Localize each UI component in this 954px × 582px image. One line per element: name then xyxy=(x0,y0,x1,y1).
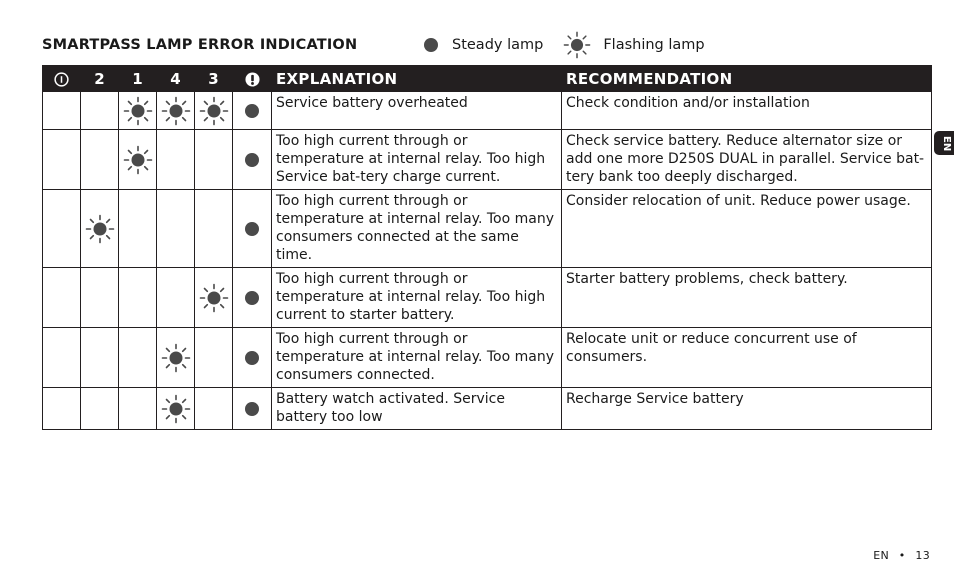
steady-lamp-icon xyxy=(245,402,259,416)
table-header-row xyxy=(43,66,932,92)
flashing-lamp-label: Flashing lamp xyxy=(603,37,705,53)
lamp-cell xyxy=(233,190,272,268)
flashing-lamp-icon xyxy=(123,96,153,126)
col-alert-header xyxy=(233,66,272,92)
lamp-cell xyxy=(233,92,272,130)
flashing-lamp-icon xyxy=(161,96,191,126)
recommendation-cell: Starter battery problems, check battery. xyxy=(562,268,932,328)
lamp-cell xyxy=(43,190,81,268)
recommendation-header: RECOMMENDATION xyxy=(562,66,932,92)
col-2-header: 2 xyxy=(81,66,119,92)
lamp-cell xyxy=(195,130,233,190)
alert-icon xyxy=(245,72,260,87)
lamp-cell xyxy=(119,190,157,268)
recommendation-cell: Check condition and/or installation xyxy=(562,92,932,130)
recommendation-cell: Relocate unit or reduce concurrent use of consumers. xyxy=(562,328,932,388)
lamp-cell xyxy=(81,388,119,430)
lamp-cell xyxy=(43,268,81,328)
steady-lamp-label: Steady lamp xyxy=(452,37,544,53)
language-side-tab xyxy=(934,131,954,155)
recommendation-cell: Consider relocation of unit. Reduce power usage. xyxy=(562,190,932,268)
col-info-header xyxy=(43,66,81,92)
info-icon xyxy=(54,72,69,87)
error-indication-table xyxy=(42,65,932,430)
recommendation-cell: Check service battery. Reduce alternator size or add one more D250S DUAL in parallel. Service bat-tery bank too deeply discharged. xyxy=(562,130,932,190)
page-title: SMARTPASS LAMP ERROR INDICATION xyxy=(42,37,358,53)
footer-separator: • xyxy=(898,549,906,562)
lamp-cell xyxy=(119,388,157,430)
lamp-cell xyxy=(233,328,272,388)
recommendation-cell: Recharge Service battery xyxy=(562,388,932,430)
lamp-cell xyxy=(195,268,233,328)
lamp-cell xyxy=(157,130,195,190)
table-row xyxy=(43,328,932,388)
lamp-cell xyxy=(119,92,157,130)
table-row xyxy=(43,190,932,268)
lamp-cell xyxy=(233,388,272,430)
lamp-cell xyxy=(43,388,81,430)
lamp-cell xyxy=(195,190,233,268)
steady-lamp-icon xyxy=(245,104,259,118)
page-footer xyxy=(873,549,930,562)
table-row xyxy=(43,388,932,430)
language-side-tab-label: EN xyxy=(941,136,952,152)
explanation-cell: Battery watch activated. Service battery too low xyxy=(272,388,562,430)
flashing-lamp-icon xyxy=(199,96,229,126)
steady-lamp-icon xyxy=(245,351,259,365)
lamp-cell xyxy=(81,130,119,190)
lamp-cell xyxy=(119,268,157,328)
flashing-lamp-icon xyxy=(563,31,591,59)
explanation-header: EXPLANATION xyxy=(272,66,562,92)
lamp-cell xyxy=(43,92,81,130)
steady-lamp-icon xyxy=(245,291,259,305)
explanation-cell: Too high current through or temperature at internal relay. Too many consumers connected. xyxy=(272,328,562,388)
steady-lamp-icon xyxy=(245,153,259,167)
flashing-lamp-icon xyxy=(161,394,191,424)
footer-language: EN xyxy=(873,549,889,562)
lamp-cell xyxy=(195,92,233,130)
flashing-lamp-icon xyxy=(161,343,191,373)
steady-lamp-icon xyxy=(245,222,259,236)
table-row xyxy=(43,130,932,190)
page-number: 13 xyxy=(915,549,930,562)
explanation-cell: Too high current through or temperature at internal relay. Too many consumers connected at the same time. xyxy=(272,190,562,268)
lamp-cell xyxy=(233,268,272,328)
flashing-lamp-icon xyxy=(199,283,229,313)
explanation-cell: Service battery overheated xyxy=(272,92,562,130)
explanation-cell: Too high current through or temperature at internal relay. Too high current to starter battery. xyxy=(272,268,562,328)
lamp-cell xyxy=(43,328,81,388)
col-4-header: 4 xyxy=(157,66,195,92)
lamp-cell xyxy=(157,190,195,268)
lamp-cell xyxy=(81,92,119,130)
lamp-cell xyxy=(81,328,119,388)
lamp-cell xyxy=(157,328,195,388)
lamp-cell xyxy=(195,328,233,388)
legend xyxy=(424,33,705,57)
lamp-cell xyxy=(43,130,81,190)
lamp-cell xyxy=(81,268,119,328)
lamp-cell xyxy=(157,268,195,328)
table-row xyxy=(43,92,932,130)
flashing-lamp-icon xyxy=(85,214,115,244)
col-3-header: 3 xyxy=(195,66,233,92)
lamp-cell xyxy=(195,388,233,430)
lamp-cell xyxy=(157,388,195,430)
explanation-cell: Too high current through or temperature at internal relay. Too high Service bat-tery charge current. xyxy=(272,130,562,190)
lamp-cell xyxy=(157,92,195,130)
flashing-lamp-icon xyxy=(123,145,153,175)
steady-lamp-icon xyxy=(424,38,438,52)
lamp-cell xyxy=(233,130,272,190)
col-1-header: 1 xyxy=(119,66,157,92)
table-row xyxy=(43,268,932,328)
lamp-cell xyxy=(81,190,119,268)
lamp-cell xyxy=(119,130,157,190)
lamp-cell xyxy=(119,328,157,388)
